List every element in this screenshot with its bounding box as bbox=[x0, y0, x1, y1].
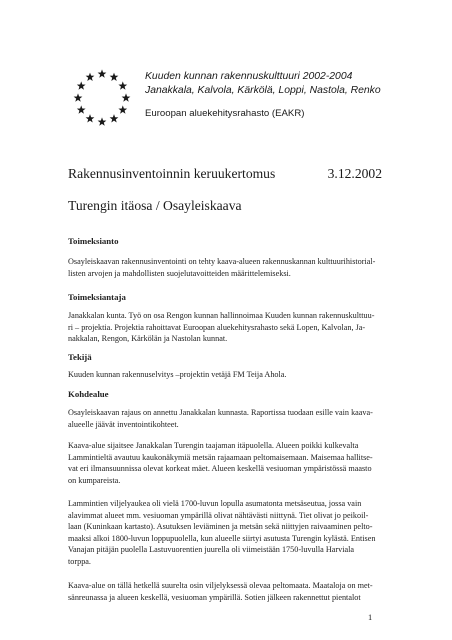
text-line: Lammintieltä avautuu kaukonäkymiä metsän rajaamaan peltomaisemaan. Maisemaa hallitse- bbox=[68, 452, 373, 462]
star-icon bbox=[77, 105, 86, 113]
text-line: listen arvojen ja mahdollisten suojelutavoitteiden määrittelemiseksi. bbox=[68, 268, 291, 278]
paragraph-kohdealue-1 bbox=[68, 407, 386, 430]
paragraph-kohdealue-2 bbox=[68, 440, 386, 486]
text-line: Lammintien viljelyaukea oli vielä 1700-luvun lopulla asumatonta metsäseutua, jossa vain bbox=[68, 499, 362, 508]
text-line: sänreunassa ja alueen keskellä, vesiuoman ympärillä. Sotien jälkeen rakennettut pientalot bbox=[68, 592, 361, 602]
text-line: on kumpareista. bbox=[68, 475, 121, 485]
section-heading-tekija: Tekijä bbox=[68, 352, 92, 362]
document-date: 3.12.2002 bbox=[327, 166, 382, 181]
text-line: Kaava-alue on tällä hetkellä suurelta osin viljelyksessä olevaa peltomaata. Maataloja on met- bbox=[68, 581, 373, 590]
paragraph-kohdealue-3 bbox=[68, 498, 386, 568]
star-icon bbox=[110, 73, 119, 81]
text-line: alavimmat alueet mm. vesiuoman ympärillä olivat nähtävästi niittynä. Tiet olivat jo peikoil- bbox=[68, 510, 369, 520]
text-line: Kuuden kunnan rakennuselvitys –projektin vetäjä FM Teija Ahola. bbox=[68, 370, 287, 379]
text-line: Janakkalan kunta. Työ on osa Rengon kunnan hallinnoimaa Kuuden kunnan rakennuskulttuu- bbox=[68, 311, 375, 320]
text-line: maaksi alkoi 1800-luvun loppupuolella, kun alueelle siirtyi asutusta Turengin kylästä. Entisen bbox=[68, 533, 376, 543]
project-line: Kuuden kunnan rakennuskulttuuri 2002-2004 bbox=[145, 71, 353, 82]
document-subtitle: Turengin itäosa / Osayleiskaava bbox=[68, 198, 242, 213]
text-line: Vanajan pitäjän puolella Lastuvuorentien juurella oli viimeistään 1750-luvulla Harviala bbox=[68, 545, 355, 555]
paragraph-toimeksiantaja bbox=[68, 310, 386, 345]
text-line: vat eri ilmansuunnissa olevat korkeat mäet. Alueen keskellä vesiuoman ympäristössä maasto bbox=[68, 464, 372, 474]
star-icon bbox=[77, 81, 86, 89]
paragraph-kohdealue-4 bbox=[68, 580, 386, 603]
fund-name: Euroopan aluekehitysrahasto (EAKR) bbox=[145, 108, 305, 119]
star-icon bbox=[110, 114, 119, 122]
star-icon bbox=[122, 93, 131, 101]
section-heading-kohdealue: Kohdealue bbox=[68, 389, 109, 399]
star-icon bbox=[98, 69, 107, 77]
document-title: Rakennusinventoinnin keruukertomus bbox=[68, 166, 276, 181]
paragraph-toimeksianto bbox=[68, 256, 386, 279]
text-line: ri – projektia. Projektia rahoittavat Euroopan aluekehitysrahasto sekä Lopen, Kalvolan, Ja- bbox=[68, 322, 366, 332]
star-icon bbox=[86, 114, 95, 122]
star-icon bbox=[98, 117, 107, 125]
text-line: Osayleiskaavan rakennusinventointi on tehty kaava-alueen rakennuskannan kulttuurihistorial- bbox=[68, 257, 376, 266]
project-line: Janakkala, Kalvola, Kärkölä, Loppi, Nastola, Renko bbox=[145, 85, 381, 96]
star-icon bbox=[86, 73, 95, 81]
section-heading-toimeksianto: Toimeksianto bbox=[68, 236, 119, 246]
text-line: Kaava-alue sijaitsee Janakkalan Turengin taajaman itäpuolella. Alueen poikki kulkevalta bbox=[68, 441, 359, 450]
section-heading-toimeksiantaja: Toimeksiantaja bbox=[68, 292, 126, 302]
text-line: torppa. bbox=[68, 556, 91, 566]
star-icon bbox=[118, 81, 127, 89]
eu-stars-logo-icon bbox=[70, 66, 134, 130]
text-line: nakkalan, Rengon, Kärkölän ja Nastolan kunnat. bbox=[68, 334, 228, 344]
page-number: 1 bbox=[368, 613, 373, 622]
text-line: Osayleiskaavan rajaus on annettu Janakkalan kunnasta. Raportissa tuodaan esille vain kaava- bbox=[68, 408, 373, 417]
star-icon bbox=[74, 93, 83, 101]
title-row bbox=[68, 166, 382, 182]
text-line: laan (Kuninkaan kartasto). Asutuksen leviäminen ja metsän sekä niittyjen raivaaminen pelto- bbox=[68, 522, 373, 532]
star-icon bbox=[118, 105, 127, 113]
project-header bbox=[145, 70, 435, 98]
paragraph-tekija bbox=[68, 369, 386, 381]
text-line: alueelle jäävät inventointikohteet. bbox=[68, 419, 179, 429]
